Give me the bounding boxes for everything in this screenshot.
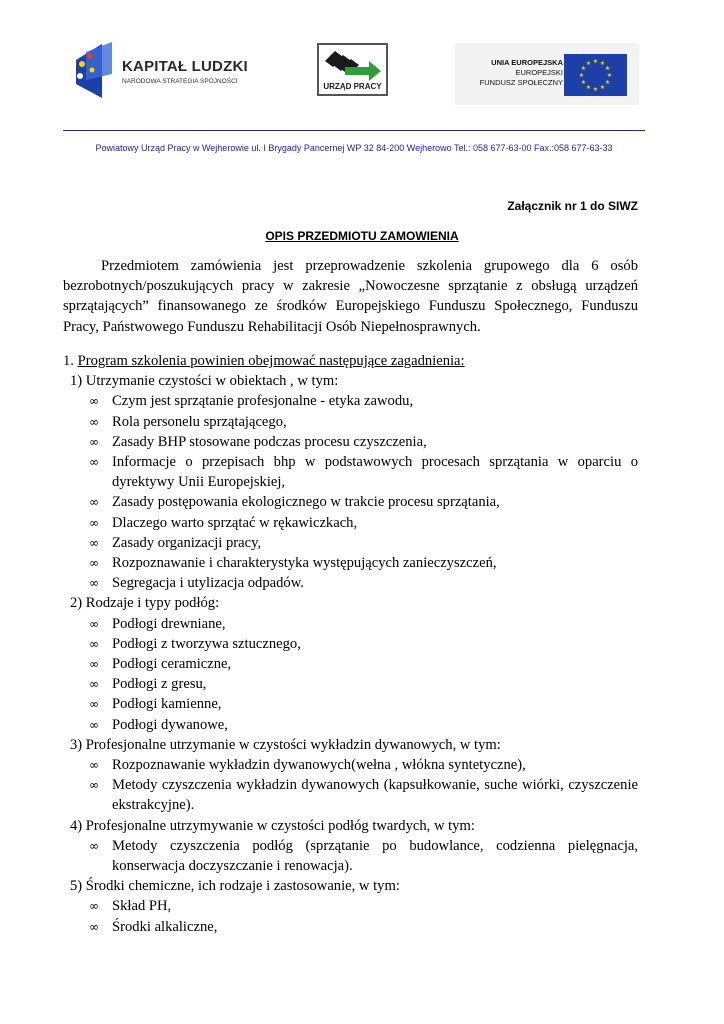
- list-item-text: Rola personelu sprzątającego,: [112, 413, 287, 430]
- infinity-bullet-icon: ∞: [89, 535, 99, 550]
- svg-text:★: ★: [604, 65, 611, 72]
- list-item-text: Metody czyszczenia wykładzin dywanowych (kapsułkowanie, suche wiórki, czyszczenie ekstrakcyjne).: [112, 777, 638, 814]
- list-item: [63, 452, 638, 492]
- eu-line-3: FUNDUSZ SPOŁECZNY: [479, 78, 563, 87]
- list-item-text: Rozpoznawanie i charakterystyka występujących zanieczyszczeń,: [112, 555, 497, 572]
- list-item-text: Zasady organizacji pracy,: [112, 534, 262, 551]
- infinity-bullet-icon: ∞: [89, 434, 99, 449]
- svg-text:★: ★: [599, 84, 606, 92]
- subsection-heading: 4) Profesjonalne utrzymywanie w czystości podłóg twardych, w tym:: [70, 817, 475, 834]
- attachment-label: Załącznik nr 1 do SIWZ: [507, 199, 638, 213]
- infinity-bullet-icon: ∞: [89, 576, 99, 591]
- infinity-bullet-icon: ∞: [89, 778, 99, 793]
- list-item-text: Podłogi kamienne,: [112, 696, 222, 713]
- urzad-pracy-label: URZĄD PRACY: [323, 82, 382, 91]
- list-item-text: Środki alkaliczne,: [112, 918, 218, 935]
- infinity-bullet-icon: ∞: [89, 394, 99, 409]
- list-item-text: Zasady BHP stosowane podczas procesu czyszczenia,: [112, 433, 427, 450]
- eu-text-block: [480, 58, 563, 88]
- bullet-list: [63, 755, 638, 816]
- list-item: [63, 674, 638, 694]
- svg-text:★: ★: [585, 84, 592, 92]
- list-item: [63, 775, 638, 815]
- document-title-text: OPIS PRZEDMIOTU ZAMOWIENIA: [265, 229, 459, 243]
- subsection-heading: 1) Utrzymanie czystości w obiektach , w tym:: [70, 373, 339, 390]
- list-item-text: Czym jest sprzątanie profesjonalne - etyka zawodu,: [112, 393, 414, 410]
- svg-text:★: ★: [606, 72, 613, 79]
- svg-text:★: ★: [604, 79, 611, 86]
- subsection-heading: 2) Rodzaje i typy podłóg:: [70, 595, 220, 612]
- infinity-bullet-icon: ∞: [89, 758, 99, 773]
- list-item: [63, 654, 638, 674]
- kapital-ludzki-emblem-icon: [72, 40, 118, 102]
- section-1-number: 1.: [63, 353, 78, 369]
- section-1-heading: [63, 351, 638, 371]
- subsection-heading: 5) Środki chemiczne, ich rodzaje i zastosowanie, w tym:: [70, 878, 400, 895]
- urzad-pracy-emblem-icon: [319, 47, 386, 83]
- list-item: [63, 634, 638, 654]
- list-item: [63, 573, 638, 593]
- list-item-text: Dlaczego warto sprzątać w rękawiczkach,: [112, 514, 358, 531]
- svg-text:★: ★: [580, 79, 587, 86]
- kapital-ludzki-subtitle: NARODOWA STRATEGIA SPÓJNOŚCI: [122, 78, 238, 85]
- list-item-text: Informacje o przepisach bhp w podstawowych procesach sprzątania w oparciu o dyrektywy Unii Europejskiej,: [112, 454, 638, 491]
- list-item-text: Rozpoznawanie wykładzin dywanowych(wełna , włókna syntetyczne),: [112, 757, 526, 774]
- document-title: [0, 229, 724, 243]
- subsection-heading: 3) Profesjonalne utrzymanie w czystości wykładzin dywanowych, w tym:: [70, 736, 501, 753]
- bullet-list: [63, 836, 638, 876]
- section-1: [63, 351, 638, 937]
- bullet-list: [63, 896, 638, 936]
- infinity-bullet-icon: ∞: [89, 717, 99, 732]
- list-item: [63, 533, 638, 553]
- bullet-list: [63, 614, 638, 735]
- svg-text:★: ★: [580, 65, 587, 72]
- infinity-bullet-icon: ∞: [89, 657, 99, 672]
- eu-logo: [455, 43, 639, 105]
- intro-paragraph: Przedmiotem zamówienia jest przeprowadzenie szkolenia grupowego dla 6 osób bezrobotnych/poszukujących pracy w zakresie „Nowoczesne sprzątanie z obsługą urządzeń sprzątających” finansowanego ze środków Europejskiego Funduszu Społecznego, Funduszu Pracy, Państwowego Funduszu Rehabilitacji Osób Niepełnosprawnych.: [63, 258, 638, 335]
- infinity-bullet-icon: ∞: [89, 697, 99, 712]
- kapital-ludzki-title: KAPITAŁ LUDZKI: [122, 58, 248, 75]
- svg-text:★: ★: [599, 59, 606, 67]
- list-item-text: Zasady postępowania ekologicznego w trakcie procesu sprzątania,: [112, 494, 500, 511]
- infinity-bullet-icon: ∞: [89, 556, 99, 571]
- list-item: [63, 896, 638, 916]
- eu-line-1: UNIA EUROPEJSKA: [491, 58, 563, 67]
- eu-line-2: EUROPEJSKI: [515, 68, 563, 77]
- eu-flag-icon: [564, 54, 627, 96]
- svg-text:★: ★: [592, 58, 599, 65]
- infinity-bullet-icon: ∞: [89, 899, 99, 914]
- list-item-text: Podłogi dywanowe,: [112, 716, 228, 733]
- svg-text:★: ★: [592, 86, 599, 93]
- list-item-text: Podłogi ceramiczne,: [112, 656, 232, 673]
- list-item: [63, 492, 638, 512]
- list-item: [63, 614, 638, 634]
- list-item: [63, 917, 638, 937]
- list-item-text: Podłogi z gresu,: [112, 676, 207, 693]
- infinity-bullet-icon: ∞: [89, 919, 99, 934]
- infinity-bullet-icon: ∞: [89, 515, 99, 530]
- urzad-pracy-logo: [317, 43, 388, 96]
- infinity-bullet-icon: ∞: [89, 495, 99, 510]
- list-item: [63, 715, 638, 735]
- infinity-bullet-icon: ∞: [89, 414, 99, 429]
- list-item-text: Segregacja i utylizacja odpadów.: [112, 575, 304, 592]
- infinity-bullet-icon: ∞: [89, 838, 99, 853]
- list-item-text: Metody czyszczenia podłóg (sprzątanie po budowlance, codzienna pielęgnacja, konserwacja doczyszczanie i renowacja).: [112, 837, 638, 875]
- infinity-bullet-icon: ∞: [89, 455, 99, 470]
- svg-text:★: ★: [585, 59, 592, 67]
- list-item: [63, 412, 638, 432]
- list-item: [63, 432, 638, 452]
- list-item: [63, 553, 638, 573]
- bullet-list: [63, 391, 638, 593]
- list-item: [63, 836, 638, 876]
- kapital-ludzki-logo: [72, 40, 262, 102]
- list-item: [63, 513, 638, 533]
- list-item-text: Podłogi z tworzywa sztucznego,: [112, 635, 301, 652]
- svg-text:★: ★: [578, 72, 585, 79]
- infinity-bullet-icon: ∞: [89, 616, 99, 631]
- section-1-heading-text: Program szkolenia powinien obejmować następujące zagadnienia:: [77, 353, 465, 369]
- office-address: Powiatowy Urząd Pracy w Wejherowie ul. I Brygady Pancernej WP 32 84-200 Wejherowo Tel.: 058 677-63-00 Fax.:058 677-63-33: [95, 143, 613, 153]
- list-item: [63, 755, 638, 775]
- list-item: [63, 694, 638, 714]
- list-item-text: Podłogi drewniane,: [112, 615, 226, 632]
- list-item: [63, 391, 638, 411]
- infinity-bullet-icon: ∞: [89, 636, 99, 651]
- infinity-bullet-icon: ∞: [89, 677, 99, 692]
- header-divider: [63, 130, 645, 131]
- subsection-list: [63, 371, 638, 937]
- list-item-text: Skład PH,: [112, 898, 172, 915]
